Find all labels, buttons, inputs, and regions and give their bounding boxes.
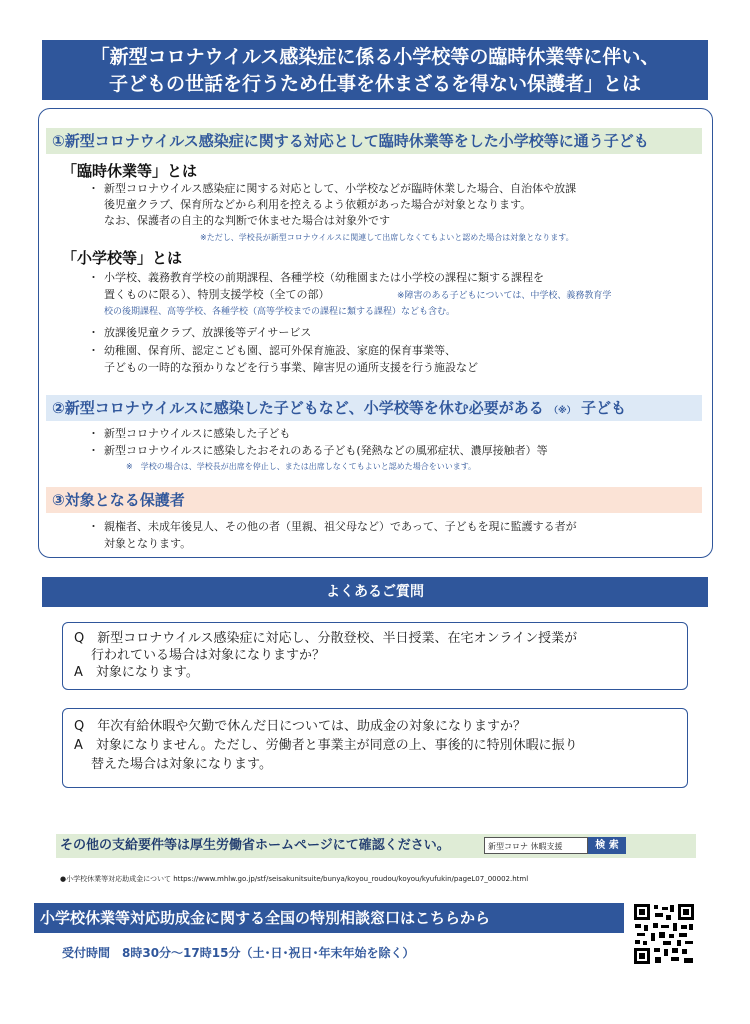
contact-banner: 小学校休業等対応助成金に関する全国の特別相談窓口はこちらから bbox=[34, 903, 624, 933]
qr-code-icon bbox=[633, 903, 695, 965]
rinji-line-2: 後児童クラブ、保育所などから利用を控えるよう依頼があった場合が対象となります。 bbox=[104, 198, 532, 211]
other-requirements-bar bbox=[56, 834, 696, 858]
school-bullet-1-line-1: ・ 小学校、義務教育学校の前期課程、各種学校（幼稚園または小学校の課程に類する課程を bbox=[104, 270, 544, 286]
rinji-line-1: ・ 新型コロナウイルス感染症に関する対応として、小学校などが臨時休業した場合、自治体や放課 bbox=[104, 181, 576, 197]
reception-hours: 受付時間 8時30分～17時15分（土･日･祝日･年末年始を除く） bbox=[62, 946, 415, 960]
school-heading: 「小学校等」とは bbox=[62, 249, 183, 267]
faq-q1-line-2: 行われている場合は対象になりますか？ bbox=[91, 648, 326, 663]
section2-bullet-2: ・ 新型コロナウイルスに感染したおそれのある子ども(発熱などの風邪症状、濃厚接触者）等 bbox=[104, 443, 548, 459]
section2-heading-text: ②新型コロナウイルスに感染した子どもなど、小学校等を休む必要がある bbox=[52, 399, 544, 417]
title-line-1: 「新型コロナウイルス感染症に係る小学校等の臨時休業等に伴い、 bbox=[90, 46, 660, 68]
section2-heading-tail: 子ども bbox=[581, 399, 627, 417]
school-bullet-3-line-1: ・ 幼稚園、保育所、認定こども園、認可外保育施設、家庭的保育事業等、 bbox=[104, 343, 456, 359]
faq-q1-line-1: Q 新型コロナウイルス感染症に対応し、分散登校、半日授業、在宅オンライン授業が bbox=[74, 631, 578, 646]
rinji-line-3: なお、保護者の自主的な判断で休ませた場合は対象外です bbox=[104, 214, 390, 227]
school-note-2: 校の後期課程、高等学校、各種学校（高等学校までの課程に類する課程）なども含む。 bbox=[104, 307, 456, 317]
section2-heading bbox=[46, 395, 702, 421]
section3-heading: ③対象となる保護者 bbox=[46, 487, 702, 513]
search-button: 検 索 bbox=[588, 837, 626, 854]
section2-note: ※ 学校の場合は、学校長が出席を停止し、または出席しなくてもよいと認めた場合をいいます。 bbox=[126, 462, 477, 471]
school-bullet-3-line-2: 子どもの一時的な預かりなどを行う事業、障害児の通所支援を行う施設など bbox=[104, 361, 478, 374]
section2-heading-mark: （※） bbox=[549, 406, 576, 416]
faq-a1: A 対象になります。 bbox=[74, 665, 199, 680]
section3-bullet-line-2: 対象となります。 bbox=[104, 537, 192, 550]
section2-bullet-1: ・ 新型コロナウイルスに感染した子ども bbox=[104, 426, 290, 442]
faq-q2: Q 年次有給休暇や欠勤で休んだ日については、助成金の対象になりますか？ bbox=[74, 719, 526, 734]
title-banner bbox=[42, 40, 708, 100]
faq-a2-line-1: A 対象になりません。ただし、労働者と事業主が同意の上、事後的に特別休暇に振り bbox=[74, 738, 578, 753]
faq-banner: よくあるご質問 bbox=[42, 577, 708, 607]
search-query-box: 新型コロナ 休暇支援 bbox=[484, 837, 588, 854]
section1-heading: ①新型コロナウイルス感染症に関する対応として臨時休業等をした小学校等に通う子ども bbox=[46, 128, 702, 154]
school-bullet-2: ・ 放課後児童クラブ、放課後等デイサービス bbox=[104, 325, 311, 341]
rinji-note: ※ただし、学校長が新型コロナウイルスに関連して出席しなくてもよいと認めた場合は対象となります。 bbox=[200, 233, 574, 242]
section3-bullet-line-1: ・ 親権者、未成年後見人、その他の者（里親、祖父母など）であって、子どもを現に監護する者が bbox=[104, 519, 577, 535]
title-line-2: 子どもの世話を行うため仕事を休まざるを得ない保護者」とは bbox=[108, 73, 641, 95]
other-requirements-text: その他の支給要件等は厚生労働省ホームページにて確認ください。 bbox=[60, 838, 450, 853]
faq-a2-line-2: 替えた場合は対象になります。 bbox=[91, 757, 272, 772]
school-note-1: ※障害のある子どもについては、中学校、義務教育学 bbox=[397, 291, 612, 301]
school-bullet-1-line-2: 置くものに限る）、特別支援学校（全ての部） bbox=[104, 288, 330, 301]
rinji-heading: 「臨時休業等」とは bbox=[62, 162, 198, 180]
url-line: ●小学校休業等対応助成金について https://www.mhlw.go.jp/stf/seisakunitsuite/bunya/koyou_roudou/koyou/kyufukin/pageL07_00002.html bbox=[60, 875, 529, 883]
